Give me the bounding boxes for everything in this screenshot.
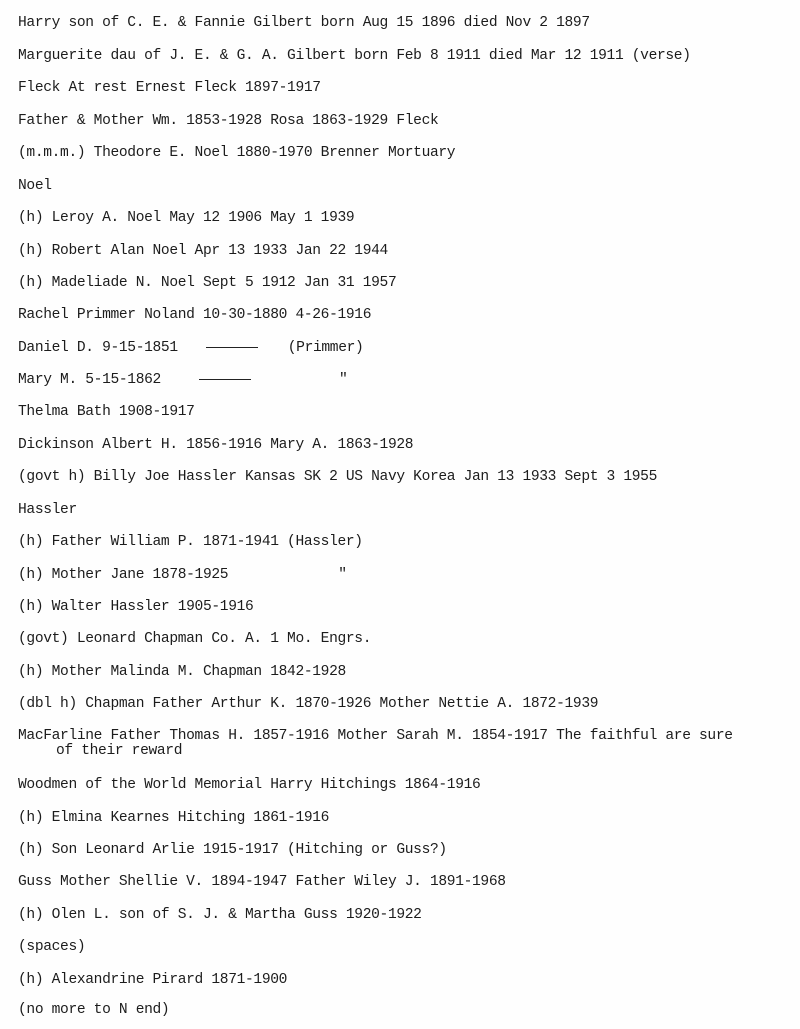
- entry-primmer-note: (Primmer): [287, 340, 364, 356]
- entry-walter-hassler: (h) Walter Hassler 1905-1916: [18, 599, 254, 615]
- entry-noel-heading: Noel: [18, 178, 52, 194]
- entry-dickinson: Dickinson Albert H. 1856-1916 Mary A. 1863-1928: [18, 437, 414, 453]
- entry-mary-primmer: [18, 372, 347, 388]
- entry-olen-guss: (h) Olen L. son of S. J. & Martha Guss 1920-1922: [18, 907, 422, 923]
- entry-william-hassler: (h) Father William P. 1871-1941 (Hassler): [18, 534, 363, 550]
- entry-madeliade-noel: (h) Madeliade N. Noel Sept 5 1912 Jan 31 1957: [18, 275, 397, 291]
- entry-macfarline: [18, 729, 798, 759]
- blank-dash: [206, 347, 258, 348]
- entry-guss-parents: Guss Mother Shellie V. 1894-1947 Father Wiley J. 1891-1968: [18, 874, 506, 890]
- entry-fleck-parents: Father & Mother Wm. 1853-1928 Rosa 1863-1929 Fleck: [18, 113, 439, 129]
- entry-spaces-note: (spaces): [18, 939, 86, 955]
- entry-macfarline-continued: of their reward: [56, 743, 183, 759]
- ditto-mark: ": [338, 372, 348, 388]
- entry-chapman-double: (dbl h) Chapman Father Arthur K. 1870-1926 Mother Nettie A. 1872-1939: [18, 696, 599, 712]
- entry-rachel-noland: Rachel Primmer Noland 10-30-1880 4-26-1916: [18, 307, 372, 323]
- entry-jane-hassler: [18, 567, 347, 583]
- entry-jane-text: (h) Mother Jane 1878-1925: [18, 567, 229, 583]
- entry-leonard-chapman: (govt) Leonard Chapman Co. A. 1 Mo. Engrs.: [18, 631, 372, 647]
- entry-leroy-noel: (h) Leroy A. Noel May 12 1906 May 1 1939: [18, 210, 355, 226]
- entry-malinda-chapman: (h) Mother Malinda M. Chapman 1842-1928: [18, 664, 346, 680]
- entry-theodore-noel: (m.m.m.) Theodore E. Noel 1880-1970 Brenner Mortuary: [18, 145, 456, 161]
- entry-macfarline-text: MacFarline Father Thomas H. 1857-1916 Mother Sarah M. 1854-1917 The faithful are sure: [18, 728, 733, 744]
- entry-daniel-primmer: [18, 340, 363, 356]
- entry-harry-hitchings: Woodmen of the World Memorial Harry Hitchings 1864-1916: [18, 777, 481, 793]
- entry-billy-hassler: (govt h) Billy Joe Hassler Kansas SK 2 US Navy Korea Jan 13 1933 Sept 3 1955: [18, 469, 657, 485]
- entry-daniel-text: Daniel D. 9-15-1851: [18, 340, 178, 356]
- entry-harry-gilbert: Harry son of C. E. & Fannie Gilbert born Aug 15 1896 died Nov 2 1897: [18, 15, 590, 31]
- entry-leonard-arlie: (h) Son Leonard Arlie 1915-1917 (Hitching or Guss?): [18, 842, 447, 858]
- entry-alexandrine-pirard: (h) Alexandrine Pirard 1871-1900: [18, 972, 288, 988]
- entry-robert-noel: (h) Robert Alan Noel Apr 13 1933 Jan 22 1944: [18, 243, 388, 259]
- entry-mary-text: Mary M. 5-15-1862: [18, 372, 161, 388]
- entry-thelma-bath: Thelma Bath 1908-1917: [18, 404, 195, 420]
- entry-end-note: (no more to N end): [18, 1002, 170, 1018]
- entry-ernest-fleck: Fleck At rest Ernest Fleck 1897-1917: [18, 80, 321, 96]
- entry-hassler-heading: Hassler: [18, 502, 77, 518]
- ditto-mark: ": [338, 567, 347, 583]
- entry-marguerite-gilbert: Marguerite dau of J. E. & G. A. Gilbert born Feb 8 1911 died Mar 12 1911 (verse): [18, 48, 691, 64]
- entry-elmina-hitching: (h) Elmina Kearnes Hitching 1861-1916: [18, 810, 330, 826]
- blank-dash: [199, 379, 251, 380]
